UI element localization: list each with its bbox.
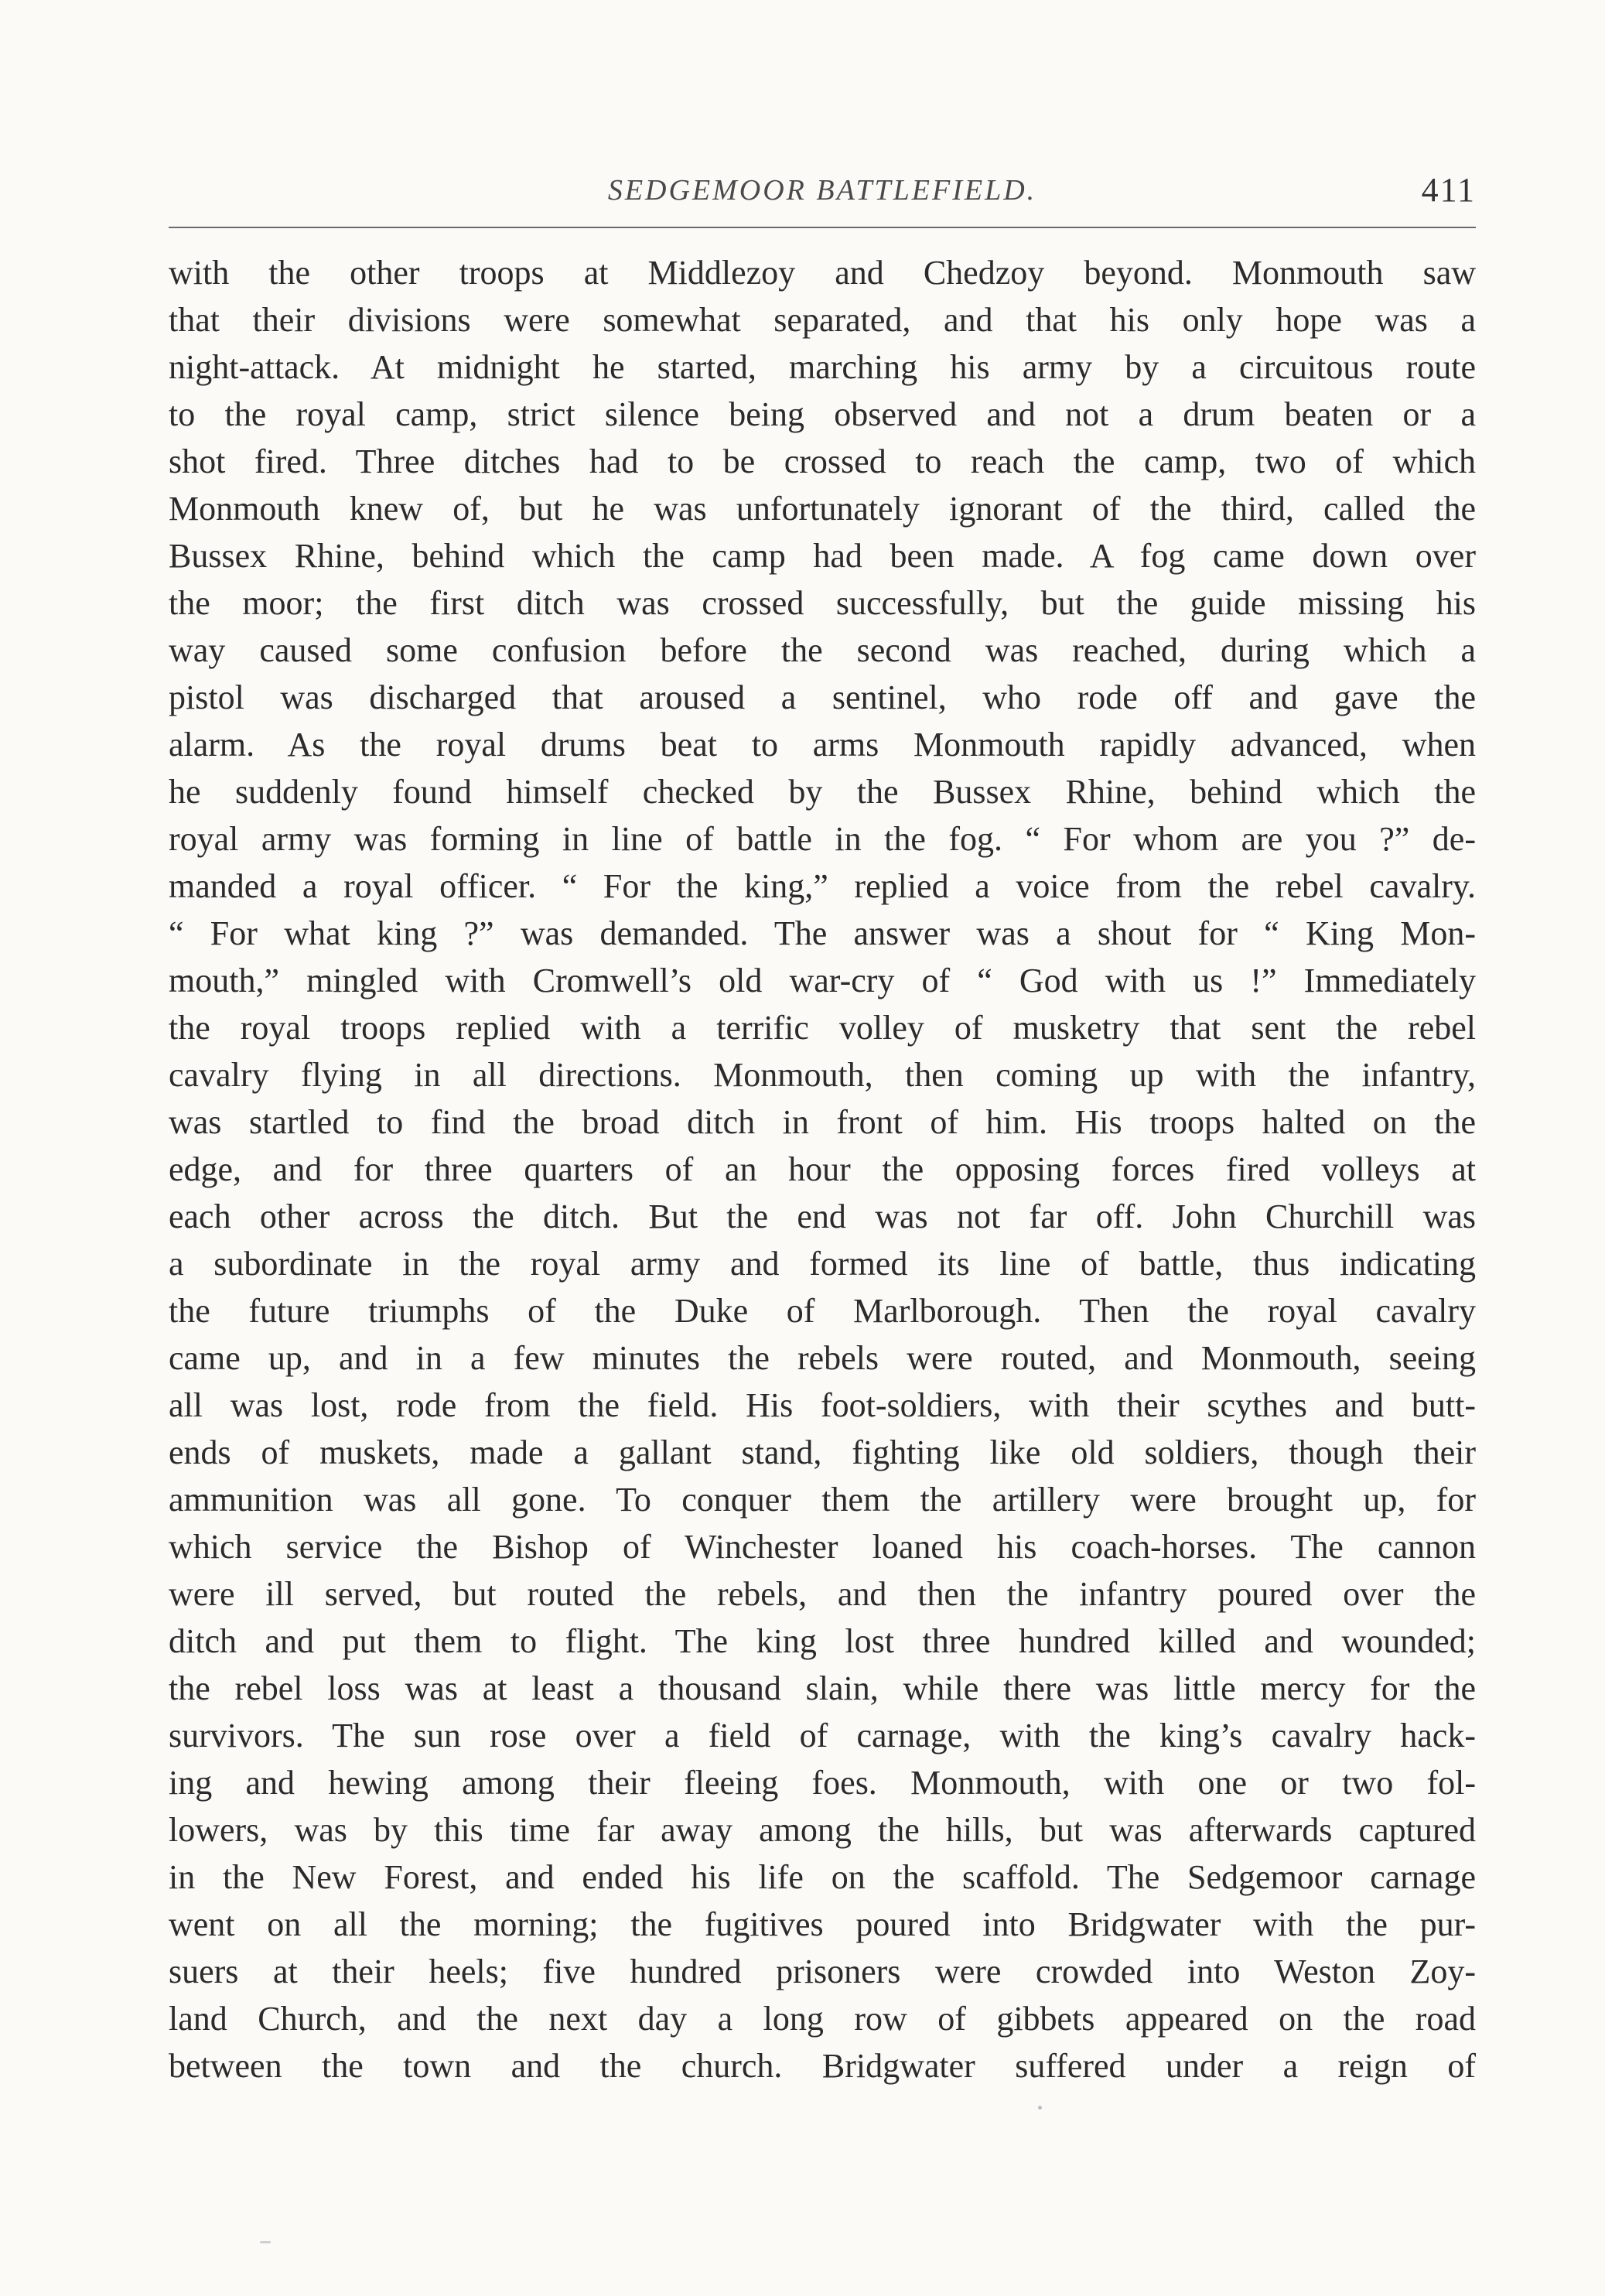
header-rule: [169, 227, 1476, 228]
text-line: lowers, was by this time far away among the hills, but was afterwards captured: [169, 1811, 1476, 1849]
text-line: came up, and in a few minutes the rebels were routed, and Monmouth, seeing: [169, 1339, 1476, 1377]
text-line: land Church, and the next day a long row of gibbets appeared on the road: [169, 2000, 1476, 2038]
text-line: that their divisions were somewhat separated, and that his only hope was a: [169, 301, 1476, 339]
text-line: survivors. The sun rose over a field of carnage, with the king’s cavalry hack-: [169, 1717, 1476, 1754]
running-title: SEDGEMOOR BATTLEFIELD.: [607, 174, 1037, 207]
text-line: manded a royal officer. “ For the king,” replied a voice from the rebel cavalry.: [169, 867, 1476, 905]
body-text: [169, 249, 1476, 2089]
text-line: went on all the morning; the fugitives poured into Bridgwater with the pur-: [169, 1905, 1476, 1943]
page-header: [169, 170, 1476, 217]
text-line: he suddenly found himself checked by the Bussex Rhine, behind which the: [169, 773, 1476, 811]
text-line: the royal troops replied with a terrific volley of musketry that sent the rebel: [169, 1009, 1476, 1047]
text-line: cavalry flying in all directions. Monmouth, then coming up with the infantry,: [169, 1056, 1476, 1094]
text-line: which service the Bishop of Winchester loaned his coach-horses. The cannon: [169, 1528, 1476, 1566]
text-line: the future triumphs of the Duke of Marlborough. Then the royal cavalry: [169, 1292, 1476, 1330]
text-line: to the royal camp, strict silence being observed and not a drum beaten or a: [169, 395, 1476, 433]
text-line: way caused some confusion before the second was reached, during which a: [169, 631, 1476, 669]
text-line: was startled to find the broad ditch in front of him. His troops halted on the: [169, 1103, 1476, 1141]
text-line: between the town and the church. Bridgwater suffered under a reign of: [169, 2047, 1476, 2085]
text-line: suers at their heels; five hundred prisoners were crowded into Weston Zoy-: [169, 1953, 1476, 1990]
text-line: pistol was discharged that aroused a sentinel, who rode off and gave the: [169, 678, 1476, 716]
text-line: Bussex Rhine, behind which the camp had been made. A fog came down over: [169, 537, 1476, 575]
text-line: night-attack. At midnight he started, marching his army by a circuitous route: [169, 348, 1476, 386]
text-line: each other across the ditch. But the end was not far off. John Churchill was: [169, 1198, 1476, 1235]
text-line: royal army was forming in line of battle in the fog. “ For whom are you ?” de-: [169, 820, 1476, 858]
text-line: ends of muskets, made a gallant stand, fighting like old soldiers, though their: [169, 1433, 1476, 1471]
text-line: Monmouth knew of, but he was unfortunately ignorant of the third, called the: [169, 490, 1476, 528]
page-number: 411: [1421, 171, 1476, 209]
text-line: a subordinate in the royal army and formed its line of battle, thus indicating: [169, 1245, 1476, 1283]
text-line: mouth,” mingled with Cromwell’s old war-cry of “ God with us !” Immediately: [169, 962, 1476, 999]
text-line: “ For what king ?” was demanded. The answer was a shout for “ King Mon-: [169, 914, 1476, 952]
text-line: in the New Forest, and ended his life on the scaffold. The Sedgemoor carnage: [169, 1858, 1476, 1896]
text-line: alarm. As the royal drums beat to arms Monmouth rapidly advanced, when: [169, 726, 1476, 764]
text-line: ing and hewing among their fleeing foes. Monmouth, with one or two fol-: [169, 1764, 1476, 1802]
text-line: ditch and put them to flight. The king lost three hundred killed and wounded;: [169, 1622, 1476, 1660]
text-line: edge, and for three quarters of an hour the opposing forces fired volleys at: [169, 1150, 1476, 1188]
text-line: ammunition was all gone. To conquer them the artillery were brought up, for: [169, 1481, 1476, 1519]
text-line: the rebel loss was at least a thousand slain, while there was little mercy for the: [169, 1669, 1476, 1707]
paper-speck: [1038, 2106, 1042, 2110]
text-line: all was lost, rode from the field. His foot-soldiers, with their scythes and butt-: [169, 1386, 1476, 1424]
text-line: were ill served, but routed the rebels, and then the infantry poured over the: [169, 1575, 1476, 1613]
paper-speck: [260, 2241, 271, 2243]
text-line: with the other troops at Middlezoy and Chedzoy beyond. Monmouth saw: [169, 254, 1476, 292]
text-line: shot fired. Three ditches had to be crossed to reach the camp, two of which: [169, 442, 1476, 480]
text-line: the moor; the first ditch was crossed successfully, but the guide missing his: [169, 584, 1476, 622]
